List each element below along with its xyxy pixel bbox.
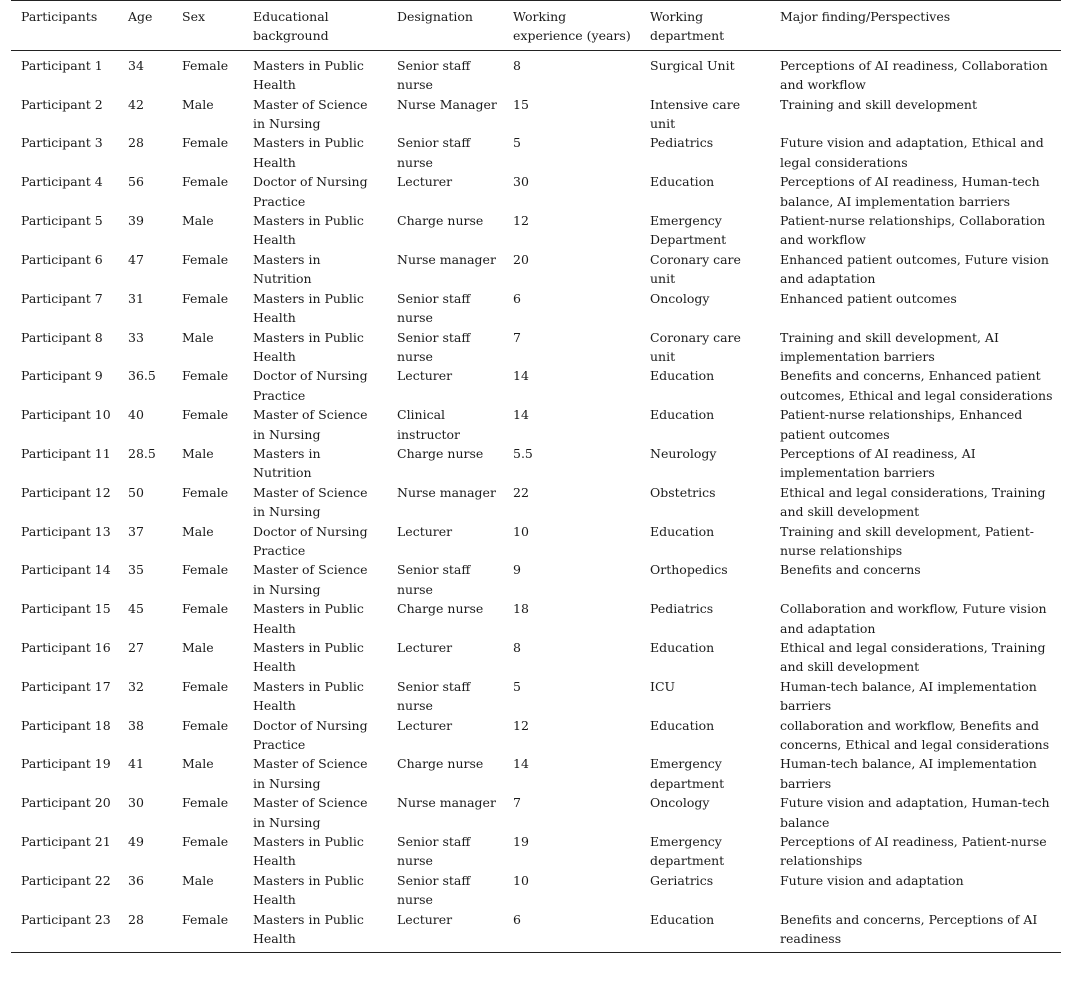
cell-age: 28 — [128, 135, 144, 151]
cell-findings: Benefits and concerns, Perceptions of AI readiness — [770, 910, 1061, 952]
cell-education: Masters in Public Health — [253, 290, 364, 326]
cell-participant: Participant 3 — [21, 135, 103, 151]
cell-findings: Training and skill development — [780, 96, 977, 112]
cell-participant: Participant 22 — [21, 872, 111, 888]
cell-department: Emergency department — [650, 756, 725, 791]
cell-age: 40 — [128, 407, 144, 423]
table-row — [11, 910, 1061, 952]
cell-findings: Future vision and adaptation, Ethical and legal considerations — [780, 135, 1044, 170]
cell-sex: Female — [182, 57, 229, 73]
cell-findings: Collaboration and workflow, Future vision and adaptation — [780, 601, 1047, 636]
cell-education: Masters in Public Health — [243, 910, 387, 952]
cell-experience: 14 — [513, 407, 529, 423]
cell-designation: Lecturer — [397, 640, 453, 655]
cell-designation: Nurse manager — [397, 251, 496, 267]
cell-findings: Training and skill development, Patient-nurse relationships — [780, 523, 1034, 558]
cell-sex: Female — [182, 251, 229, 267]
cell-education: Masters in Public Health — [253, 834, 364, 869]
table-row — [11, 754, 1061, 793]
cell-experience: 6 — [503, 910, 640, 952]
table-row — [11, 832, 1061, 871]
cell-age: 50 — [128, 484, 144, 500]
cell-findings: Ethical and legal considerations, Training and skill development — [780, 484, 1046, 520]
cell-sex: Male — [182, 872, 214, 888]
cell-experience: 19 — [513, 834, 529, 850]
cell-education: Masters in Public Health — [253, 57, 364, 93]
cell-department: Neurology — [650, 445, 717, 461]
cell-sex: Female — [182, 484, 229, 500]
header-sex: Sex — [172, 1, 243, 51]
table-row — [11, 250, 1061, 289]
cell-sex: Male — [182, 329, 214, 345]
cell-age: 30 — [128, 795, 144, 811]
cell-department: Education — [650, 640, 715, 655]
cell-department: Orthopedics — [650, 562, 728, 578]
cell-findings: Perceptions of AI readiness, AI implementation barriers — [780, 445, 976, 481]
cell-participant: Participant 7 — [21, 290, 103, 306]
cell-department: ICU — [650, 678, 676, 694]
table-row — [11, 366, 1061, 405]
cell-education: Master of Science in Nursing — [253, 484, 368, 520]
cell-experience: 8 — [513, 640, 521, 655]
cell-experience: 9 — [513, 562, 521, 578]
cell-sex: Male — [182, 640, 214, 655]
cell-participant: Participant 5 — [21, 213, 103, 229]
cell-designation: Senior staff nurse — [397, 290, 471, 326]
table-row — [11, 289, 1061, 328]
cell-designation: Charge nurse — [397, 213, 484, 229]
cell-participant: Participant 2 — [21, 96, 103, 112]
cell-age: 28.5 — [128, 445, 156, 461]
cell-age: 27 — [128, 640, 144, 655]
cell-sex: Female — [182, 601, 229, 617]
cell-designation: Senior staff nurse — [397, 834, 471, 869]
cell-department: Education — [640, 910, 770, 952]
table-row — [11, 172, 1061, 211]
cell-designation: Senior staff nurse — [397, 329, 471, 364]
cell-department: Emergency department — [650, 834, 725, 869]
cell-sex: Female — [182, 368, 229, 384]
cell-designation: Charge nurse — [397, 756, 484, 772]
header-major-finding: Major finding/Perspectives — [770, 1, 1061, 51]
cell-department: Emergency Department — [650, 213, 727, 248]
cell-education: Masters in Public Health — [253, 872, 364, 908]
cell-experience: 15 — [513, 96, 529, 112]
cell-sex: Male — [182, 523, 214, 539]
cell-sex: Female — [182, 135, 229, 151]
cell-education: Doctor of Nursing Practice — [253, 174, 368, 209]
cell-findings: collaboration and workflow, Benefits and concerns, Ethical and legal considerations — [780, 717, 1050, 753]
cell-findings: Training and skill development, AI implementation barriers — [780, 329, 999, 364]
table-row — [11, 328, 1061, 367]
cell-participant: Participant 20 — [21, 795, 111, 811]
participant-table — [11, 0, 1061, 953]
cell-age: 39 — [128, 213, 144, 229]
cell-education: Doctor of Nursing Practice — [253, 368, 368, 403]
cell-age: 37 — [128, 523, 144, 539]
cell-findings: Benefits and concerns, Enhanced patient outcomes, Ethical and legal considerations — [780, 368, 1053, 403]
table-row — [11, 677, 1061, 716]
cell-designation: Senior staff nurse — [397, 562, 471, 597]
header-working-experience: Working experience (years) — [503, 1, 640, 51]
cell-education: Master of Science in Nursing — [253, 96, 368, 132]
cell-department: Education — [650, 368, 715, 384]
header-participants: Participants — [11, 1, 118, 51]
cell-findings: Benefits and concerns — [780, 562, 921, 578]
cell-department: Surgical Unit — [650, 57, 735, 73]
cell-experience: 22 — [513, 484, 529, 500]
cell-sex: Female — [182, 562, 229, 578]
cell-age: 41 — [128, 756, 144, 772]
cell-designation: Lecturer — [397, 717, 453, 733]
cell-participant: Participant 9 — [21, 368, 103, 384]
cell-age: 36 — [128, 872, 144, 888]
cell-findings: Future vision and adaptation — [780, 872, 964, 888]
cell-department: Education — [650, 717, 715, 733]
cell-designation: Lecturer — [397, 523, 453, 539]
cell-department: Pediatrics — [650, 135, 714, 151]
header-working-department: Working department — [640, 1, 770, 51]
cell-sex: Female — [182, 834, 229, 850]
cell-experience: 10 — [513, 872, 529, 888]
cell-designation: Lecturer — [397, 368, 453, 384]
table-row — [11, 638, 1061, 677]
cell-findings: Future vision and adaptation, Human-tech balance — [780, 795, 1050, 830]
cell-education: Masters in Public Health — [253, 640, 364, 675]
cell-age: 33 — [128, 329, 144, 345]
table-row — [11, 50, 1061, 94]
table-row — [11, 211, 1061, 250]
cell-findings: Enhanced patient outcomes, Future vision and adaptation — [780, 251, 1049, 287]
cell-age: 45 — [128, 601, 144, 617]
cell-department: Education — [650, 174, 715, 190]
cell-department: Coronary care unit — [650, 251, 741, 287]
cell-experience: 30 — [513, 174, 529, 190]
cell-designation: Lecturer — [387, 910, 503, 952]
cell-age: 31 — [128, 290, 144, 306]
table-body — [11, 50, 1061, 952]
cell-experience: 6 — [513, 290, 521, 306]
cell-experience: 5 — [513, 678, 521, 694]
participant-table-container — [11, 0, 1061, 953]
cell-age: 28 — [118, 910, 172, 952]
cell-sex: Female — [182, 678, 229, 694]
table-row — [11, 716, 1061, 755]
cell-experience: 14 — [513, 368, 529, 384]
cell-age: 47 — [128, 251, 144, 267]
cell-experience: 18 — [513, 601, 529, 617]
cell-experience: 8 — [513, 57, 521, 73]
cell-department: Pediatrics — [650, 601, 714, 617]
cell-findings: Ethical and legal considerations, Training and skill development — [780, 640, 1046, 675]
cell-education: Doctor of Nursing Practice — [253, 717, 368, 753]
cell-experience: 7 — [513, 795, 521, 811]
header-row — [11, 1, 1061, 51]
cell-education: Masters in Public Health — [253, 329, 364, 364]
cell-department: Obstetrics — [650, 484, 716, 500]
cell-participant: Participant 18 — [21, 717, 111, 733]
table-row — [11, 444, 1061, 483]
cell-designation: Charge nurse — [397, 445, 484, 461]
cell-designation: Charge nurse — [397, 601, 484, 617]
cell-participant: Participant 17 — [21, 678, 111, 694]
cell-participant: Participant 6 — [21, 251, 103, 267]
cell-findings: Perceptions of AI readiness, Human-tech balance, AI implementation barriers — [780, 174, 1040, 209]
cell-findings: Enhanced patient outcomes — [780, 290, 957, 306]
cell-education: Doctor of Nursing Practice — [253, 523, 368, 558]
cell-age: 35 — [128, 562, 144, 578]
table-row — [11, 405, 1061, 444]
table-row — [11, 95, 1061, 134]
cell-department: Coronary care unit — [650, 329, 741, 364]
cell-department: Intensive care unit — [650, 96, 741, 132]
cell-sex: Female — [182, 717, 229, 733]
table-row — [11, 560, 1061, 599]
cell-participant: Participant 23 — [11, 910, 118, 952]
cell-experience: 14 — [513, 756, 529, 772]
cell-findings: Perceptions of AI readiness, Patient-nurse relationships — [780, 834, 1047, 869]
cell-sex: Female — [172, 910, 243, 952]
cell-participant: Participant 16 — [21, 640, 111, 655]
cell-education: Masters in Public Health — [253, 678, 364, 714]
cell-age: 42 — [128, 96, 144, 112]
cell-participant: Participant 14 — [21, 562, 111, 578]
cell-experience: 5.5 — [513, 445, 533, 461]
cell-sex: Female — [182, 290, 229, 306]
cell-experience: 12 — [513, 717, 529, 733]
cell-findings: Human-tech balance, AI implementation barriers — [780, 678, 1037, 714]
cell-experience: 20 — [513, 251, 529, 267]
cell-designation: Nurse manager — [397, 795, 496, 811]
table-row — [11, 133, 1061, 172]
cell-education: Masters in Public Health — [253, 213, 364, 248]
cell-age: 32 — [128, 678, 144, 694]
cell-designation: Lecturer — [397, 174, 453, 190]
cell-designation: Nurse manager — [397, 484, 496, 500]
cell-participant: Participant 11 — [21, 445, 111, 461]
cell-education: Masters in Nutrition — [253, 251, 321, 287]
cell-participant: Participant 15 — [21, 601, 111, 617]
cell-age: 56 — [128, 174, 144, 190]
cell-designation: Senior staff nurse — [397, 872, 471, 908]
cell-participant: Participant 10 — [21, 407, 111, 423]
cell-department: Oncology — [650, 290, 710, 306]
cell-experience: 12 — [513, 213, 529, 229]
cell-age: 49 — [128, 834, 144, 850]
cell-findings: Perceptions of AI readiness, Collaboration and workflow — [780, 57, 1048, 93]
cell-age: 36.5 — [128, 368, 156, 384]
cell-education: Master of Science in Nursing — [253, 756, 368, 791]
cell-sex: Female — [182, 174, 229, 190]
cell-sex: Male — [182, 96, 214, 112]
cell-sex: Female — [182, 407, 229, 423]
cell-department: Geriatrics — [650, 872, 714, 888]
cell-findings: Patient-nurse relationships, Enhanced patient outcomes — [780, 407, 1023, 442]
cell-education: Master of Science in Nursing — [253, 562, 368, 597]
cell-age: 34 — [128, 57, 144, 73]
cell-participant: Participant 12 — [21, 484, 111, 500]
cell-sex: Male — [182, 213, 214, 229]
cell-designation: Senior staff nurse — [397, 57, 471, 93]
cell-findings: Patient-nurse relationships, Collaboration and workflow — [780, 213, 1046, 248]
cell-participant: Participant 8 — [21, 329, 103, 345]
cell-experience: 7 — [513, 329, 521, 345]
cell-experience: 5 — [513, 135, 521, 151]
table-row — [11, 793, 1061, 832]
cell-department: Education — [650, 523, 715, 539]
cell-participant: Participant 13 — [21, 523, 111, 539]
cell-sex: Male — [182, 445, 214, 461]
cell-designation: Senior staff nurse — [397, 135, 471, 170]
cell-experience: 10 — [513, 523, 529, 539]
cell-department: Oncology — [650, 795, 710, 811]
cell-education: Master of Science in Nursing — [253, 795, 368, 830]
header-educational-background: Educational background — [243, 1, 387, 51]
cell-participant: Participant 1 — [21, 57, 103, 73]
cell-designation: Nurse Manager — [397, 96, 497, 112]
cell-designation: Senior staff nurse — [397, 678, 471, 714]
cell-participant: Participant 21 — [21, 834, 111, 850]
cell-education: Masters in Public Health — [253, 601, 364, 636]
table-row — [11, 599, 1061, 638]
cell-participant: Participant 19 — [21, 756, 111, 772]
table-row — [11, 522, 1061, 561]
cell-sex: Female — [182, 795, 229, 811]
cell-findings: Human-tech balance, AI implementation barriers — [780, 756, 1037, 791]
header-age: Age — [118, 1, 172, 51]
cell-education: Masters in Public Health — [253, 135, 364, 170]
header-designation: Designation — [387, 1, 503, 51]
cell-sex: Male — [182, 756, 214, 772]
table-header — [11, 1, 1061, 51]
cell-education: Master of Science in Nursing — [253, 407, 368, 442]
cell-age: 38 — [128, 717, 144, 733]
cell-participant: Participant 4 — [21, 174, 103, 190]
cell-education: Masters in Nutrition — [253, 445, 321, 481]
cell-department: Education — [650, 407, 715, 423]
table-row — [11, 483, 1061, 522]
table-row — [11, 871, 1061, 910]
cell-designation: Clinical instructor — [397, 407, 461, 442]
